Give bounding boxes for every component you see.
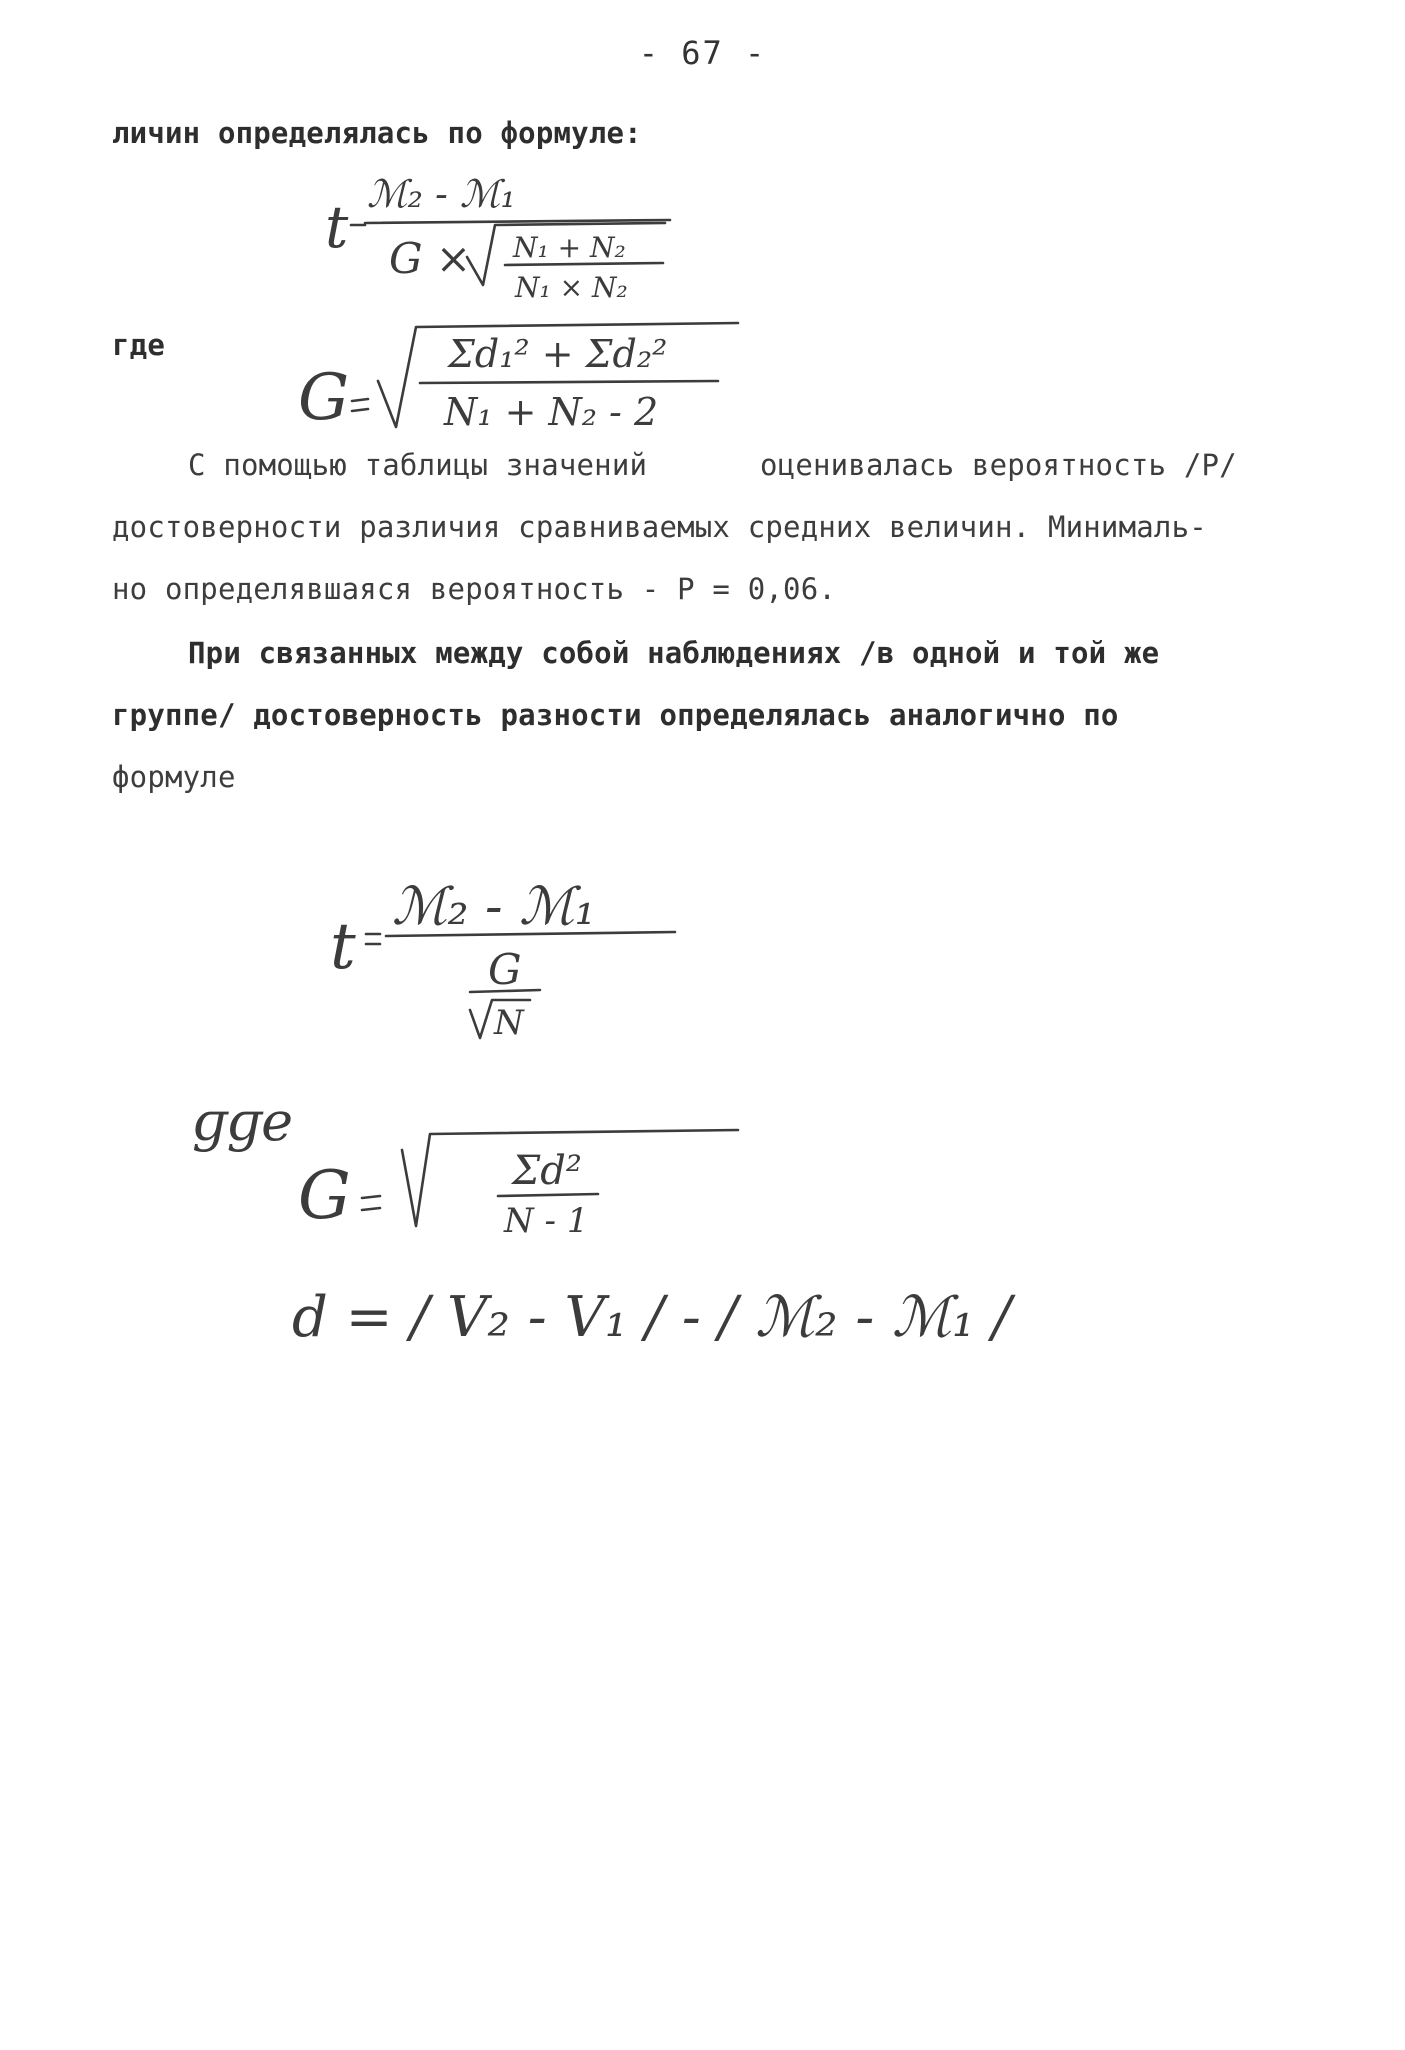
text-line: формуле xyxy=(112,760,236,794)
text-line: С помощью таблицы значений xyxy=(188,448,648,482)
formula-lhs: G xyxy=(298,361,350,435)
text-line: но определявшаяся вероятность - Р = 0,06. xyxy=(112,572,837,606)
formula-numerator: Σd² xyxy=(512,1148,582,1194)
radicand-numerator: N₁ + N₂ xyxy=(513,231,626,264)
formula-numerator: Σd₁² + Σd₂² xyxy=(448,332,668,376)
formula-numerator: ℳ₂ - ℳ₁ xyxy=(367,172,516,216)
formula-denominator-top: G xyxy=(488,945,522,994)
page-number: - 67 - xyxy=(638,34,767,72)
formula-denominator: N₁ + N₂ - 2 xyxy=(444,390,659,434)
handwritten-label: ɡɡe xyxy=(192,1090,294,1153)
radicand-denominator: N₁ × N₂ xyxy=(515,271,628,304)
text-line: личин определялась по формуле: xyxy=(112,116,642,150)
formula-d xyxy=(292,1272,1012,1372)
formula-sigma-independent xyxy=(298,315,738,435)
formula-denominator: G × xyxy=(389,234,472,283)
formula-t-paired xyxy=(330,860,690,1045)
where-handwritten xyxy=(192,1080,312,1180)
text-line: При связанных между собой наблюдениях /в одной и той же xyxy=(188,636,1160,670)
fraction-bar xyxy=(420,381,718,383)
formula-t-independent xyxy=(325,165,685,310)
formula-denominator-bottom: N xyxy=(494,1003,524,1043)
equals-sign xyxy=(362,1196,380,1210)
formula-denominator: N - 1 xyxy=(504,1201,589,1241)
formula-lhs: G xyxy=(298,1157,351,1234)
equals-sign xyxy=(366,934,380,944)
equals-sign xyxy=(352,399,368,411)
text-line: группе/ достоверность разности определялась аналогично по xyxy=(112,698,1119,732)
formula-expression: d = / V₂ - V₁ / - / ℳ₂ - ℳ₁ / xyxy=(292,1285,1012,1350)
inner-fraction-bar xyxy=(470,990,540,992)
formula-numerator: ℳ₂ - ℳ₁ xyxy=(392,877,596,937)
where-label: где xyxy=(112,328,165,362)
formula-lhs: t xyxy=(325,193,349,261)
fraction-bar xyxy=(498,1194,598,1196)
text-line: оценивалась вероятность /Р/ xyxy=(760,448,1237,482)
formula-lhs: t xyxy=(330,910,356,984)
formula-sigma-paired xyxy=(298,1110,738,1240)
text-line: достоверности различия сравниваемых средних величин. Минималь- xyxy=(112,510,1207,544)
